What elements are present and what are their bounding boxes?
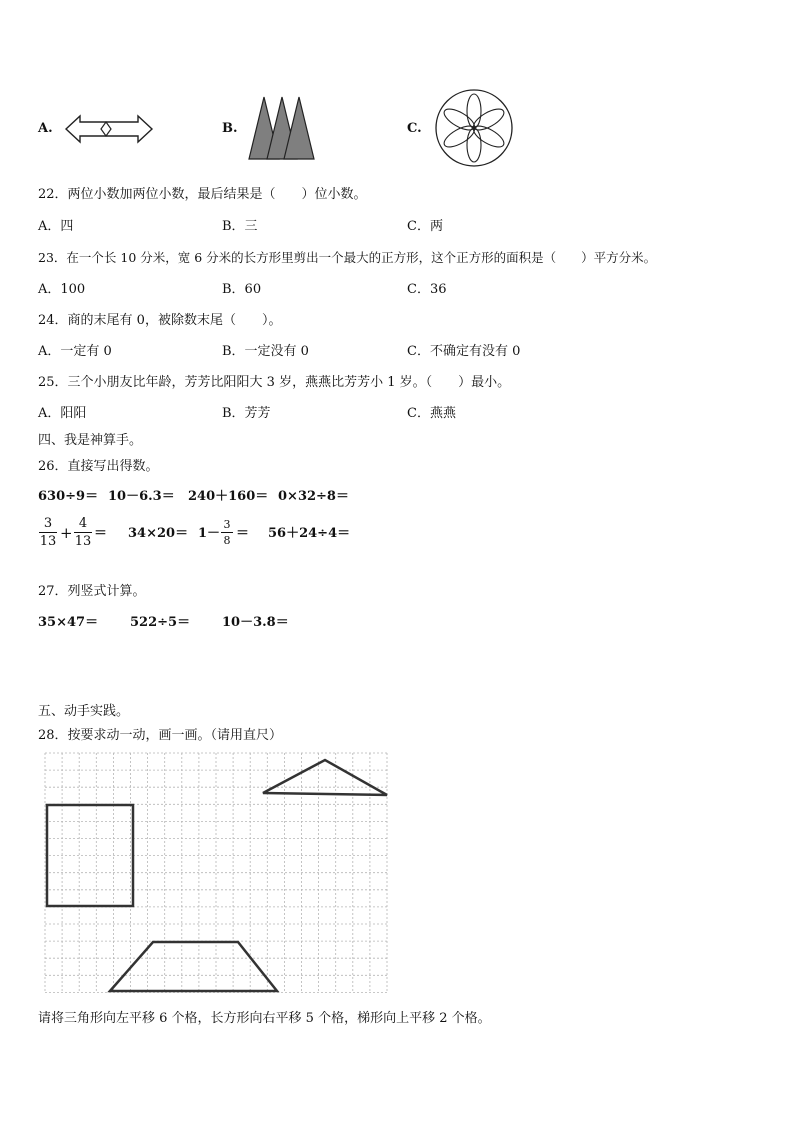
double-arrow-figure <box>64 114 154 144</box>
q26-item-mul: 34×20＝ <box>128 526 189 541</box>
q22-option-c: C．两 <box>407 219 443 234</box>
fraction-bar <box>221 532 233 533</box>
flower-in-circle-figure <box>434 88 514 168</box>
grid-lines <box>45 753 387 992</box>
q24-option-b: B．一定没有 0 <box>222 344 309 359</box>
translation-grid <box>45 753 390 995</box>
q26-item-4: 0×32÷8＝ <box>278 489 349 504</box>
q21-option-a-label: A. <box>38 121 53 136</box>
q23-text: 23．在一个长 10 分米，宽 6 分米的长方形里剪出一个最大的正方形，这个正方形的面积是（ ）平方分米。 <box>38 250 657 265</box>
q27-item-1: 35×47＝ <box>38 615 99 630</box>
q28-text: 28．按要求动一动，画一画。（请用直尺） <box>38 728 283 743</box>
q24-option-a: A．一定有 0 <box>38 344 112 359</box>
fraction-bar <box>39 532 57 533</box>
q26-item-last: 56＋24÷4＝ <box>268 526 351 541</box>
fraction-sum-equals: ＝ <box>94 526 108 541</box>
fraction-numerator: 3 <box>43 516 53 531</box>
q22-text: 22．两位小数加两位小数，最后结果是（ ）位小数。 <box>38 187 367 202</box>
q23-option-c: C．36 <box>407 282 447 297</box>
q25-option-a: A．阳阳 <box>38 406 87 421</box>
three-triangles-figure <box>247 95 317 161</box>
q25-option-b: B．芳芳 <box>222 406 271 421</box>
fraction-denominator: 8 <box>223 534 231 547</box>
q26-item-3: 240＋160＝ <box>188 489 269 504</box>
plus-sign: + <box>60 524 73 542</box>
q22-option-a: A．四 <box>38 219 74 234</box>
q27-text: 27．列竖式计算。 <box>38 584 146 599</box>
q28-instruction: 请将三角形向左平移 6 个格，长方形向右平移 5 个格，梯形向上平移 2 个格。 <box>38 1011 491 1026</box>
trapezoid-shape <box>110 942 277 991</box>
q27-item-2: 522÷5＝ <box>130 615 191 630</box>
q27-item-3: 10－3.8＝ <box>222 615 289 630</box>
q24-option-c: C．不确定有没有 0 <box>407 344 521 359</box>
fraction-3-13 <box>39 516 57 549</box>
fraction-denominator: 13 <box>39 534 57 549</box>
q23-option-a: A．100 <box>38 282 86 297</box>
q25-text: 25．三个小朋友比年龄，芳芳比阳阳大 3 岁，燕燕比芳芳小 1 岁。（ ）最小。 <box>38 375 511 390</box>
triangle-shape <box>263 760 387 795</box>
one-minus: 1－ <box>198 526 221 541</box>
fraction-3-8 <box>221 518 233 547</box>
section-5-heading: 五、动手实践。 <box>38 704 130 719</box>
fraction-numerator: 4 <box>78 516 88 531</box>
fraction-4-13 <box>74 516 92 549</box>
fraction-bar <box>74 532 92 533</box>
q21-option-c-label: C. <box>407 121 422 136</box>
fraction-denominator: 13 <box>74 534 92 549</box>
section-4-heading: 四、我是神算手。 <box>38 433 143 448</box>
q26-text: 26．直接写出得数。 <box>38 459 159 474</box>
fraction-diff-equals: ＝ <box>236 526 250 541</box>
q21-option-b-label: B. <box>222 121 238 136</box>
q22-option-b: B．三 <box>222 219 258 234</box>
q23-option-b: B．60 <box>222 282 262 297</box>
q26-item-2: 10－6.3＝ <box>108 489 175 504</box>
fraction-numerator: 3 <box>223 518 231 531</box>
q26-item-1: 630÷9＝ <box>38 489 99 504</box>
q25-option-c: C．燕燕 <box>407 406 456 421</box>
q24-text: 24．商的末尾有 0，被除数末尾（ ）。 <box>38 313 282 328</box>
